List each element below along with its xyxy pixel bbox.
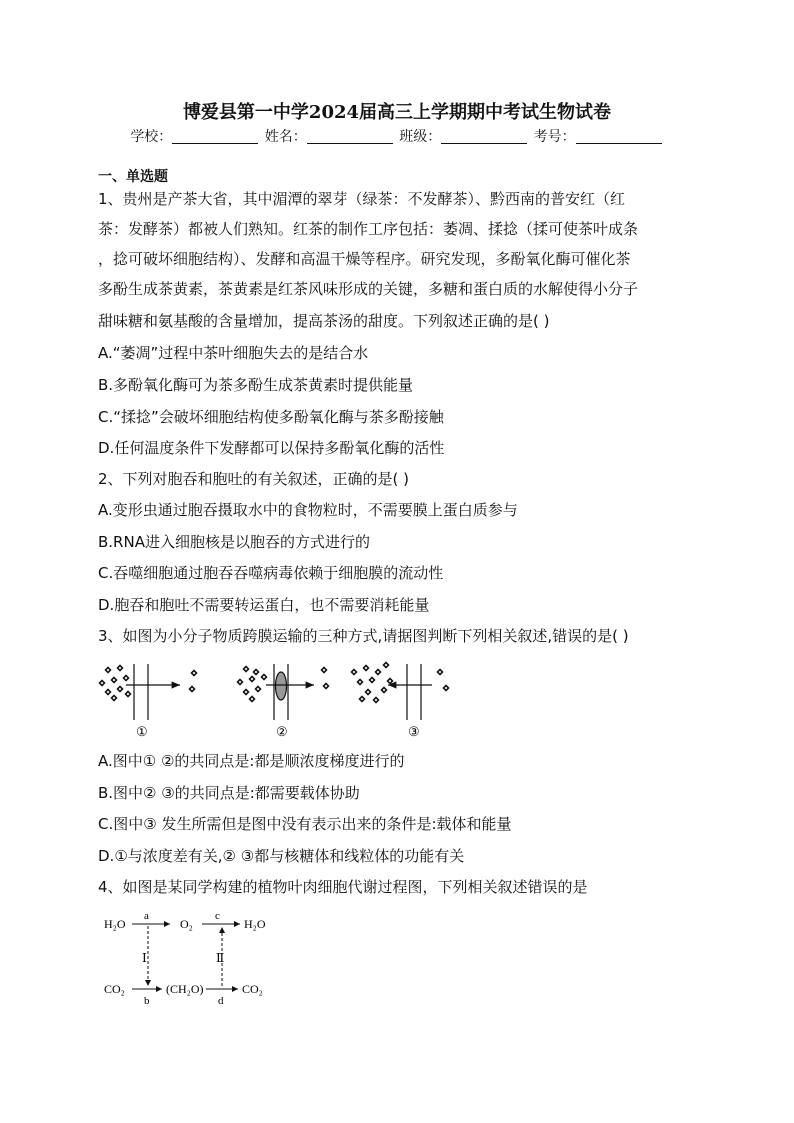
- q1-option-c[interactable]: C.“揉捻”会破坏细胞结构使多酚氧化酶与茶多酚接触: [98, 408, 444, 426]
- class-blank[interactable]: [441, 129, 527, 144]
- transport-figure: [98, 656, 468, 742]
- metabolism-diagram: [98, 906, 288, 1006]
- name-blank[interactable]: [307, 129, 393, 144]
- q2-stem: 2、下列对胞吞和胞吐的有关叙述，正确的是( ): [98, 470, 410, 488]
- q1-line: 茶：发酵茶）都被人们熟知。红茶的制作工序包括：萎凋、揉捻（揉可使茶叶成条: [98, 220, 639, 238]
- q1-option-a[interactable]: A.“萎凋”过程中茶叶细胞失去的是结合水: [98, 344, 369, 362]
- h2o-left: H₂O: [104, 917, 126, 931]
- o2-label: O₂: [180, 917, 193, 931]
- school-label: 学校：: [130, 129, 173, 145]
- q1-option-b[interactable]: B.多酚氧化酶可为茶多酚生成茶黄素时提供能量: [98, 376, 414, 394]
- page-title: 博爱县第一中学2024届高三上学期期中考试生物试卷: [182, 102, 612, 123]
- section-heading: 一、单选题: [98, 169, 168, 185]
- class-label: 班级：: [399, 129, 442, 145]
- figure-2-label: ②: [276, 724, 288, 739]
- q2-option-b[interactable]: B.RNA进入细胞核是以胞吞的方式进行的: [98, 533, 370, 551]
- q3-option-b[interactable]: B.图中② ③的共同点是:都需要载体协助: [98, 784, 360, 802]
- q1-option-d[interactable]: D.任何温度条件下发酵都可以保持多酚氧化酶的活性: [98, 439, 445, 457]
- figure-1-label: ①: [136, 724, 148, 739]
- q1-line: 1、贵州是产茶大省，其中湄潭的翠芽（绿茶：不发酵茶）、黔西南的普安红（红: [98, 190, 626, 208]
- co2-right: CO₂: [242, 982, 263, 996]
- name-label: 姓名：: [264, 129, 307, 145]
- q3-option-c[interactable]: C.图中③ 发生所需但是图中没有表示出来的条件是:载体和能量: [98, 815, 512, 833]
- exam-no-label: 考号：: [533, 129, 576, 145]
- q4-stem: 4、如图是某同学构建的植物叶肉细胞代谢过程图，下列相关叙述错误的是: [98, 878, 588, 896]
- co2-left: CO₂: [104, 982, 125, 996]
- q2-option-a[interactable]: A.变形虫通过胞吞摄取水中的食物粒时，不需要膜上蛋白质参与: [98, 501, 518, 519]
- q2-option-c[interactable]: C.吞噬细胞通过胞吞吞噬病毒依赖于细胞膜的流动性: [98, 564, 444, 582]
- label-d: d: [218, 995, 224, 1006]
- figure-2-facilitated-diffusion: [236, 664, 329, 739]
- figure-1-free-diffusion: [98, 664, 197, 739]
- roman-2: Ⅱ: [216, 951, 225, 965]
- school-blank[interactable]: [172, 129, 258, 144]
- exam-no-blank[interactable]: [576, 129, 662, 144]
- q3-option-a[interactable]: A.图中① ②的共同点是:都是顺浓度梯度进行的: [98, 752, 405, 770]
- h2o-right: H₂O: [244, 917, 266, 931]
- q1-line: ，捻可破坏细胞结构）、发酵和高温干燥等程序。研究发现，多酚氧化酶可催化茶: [98, 250, 631, 268]
- student-info-row: [0, 126, 794, 146]
- figure-3-active-transport: [350, 661, 449, 739]
- q3-option-d[interactable]: D.①与浓度差有关,② ③都与核糖体和线粒体的功能有关: [98, 847, 465, 865]
- label-c: c: [215, 910, 220, 922]
- carrier-protein: [276, 672, 287, 700]
- q2-option-d[interactable]: D.胞吞和胞吐不需要转运蛋白，也不需要消耗能量: [98, 596, 430, 614]
- figure-3-label: ③: [408, 724, 420, 739]
- label-a: a: [144, 910, 149, 922]
- ch2o-label: (CH₂O): [166, 982, 204, 996]
- roman-1: Ⅰ: [142, 951, 147, 965]
- label-b: b: [144, 995, 150, 1006]
- q1-line: 甜味糖和氨基酸的含量增加，提高茶汤的甜度。下列叙述正确的是( ): [98, 312, 550, 330]
- q3-stem: 3、如图为小分子物质跨膜运输的三种方式,请据图判断下列相关叙述,错误的是( ): [98, 627, 629, 645]
- q1-line: 多酚生成茶黄素，茶黄素是红茶风味形成的关键，多糖和蛋白质的水解使得小分子: [98, 280, 639, 298]
